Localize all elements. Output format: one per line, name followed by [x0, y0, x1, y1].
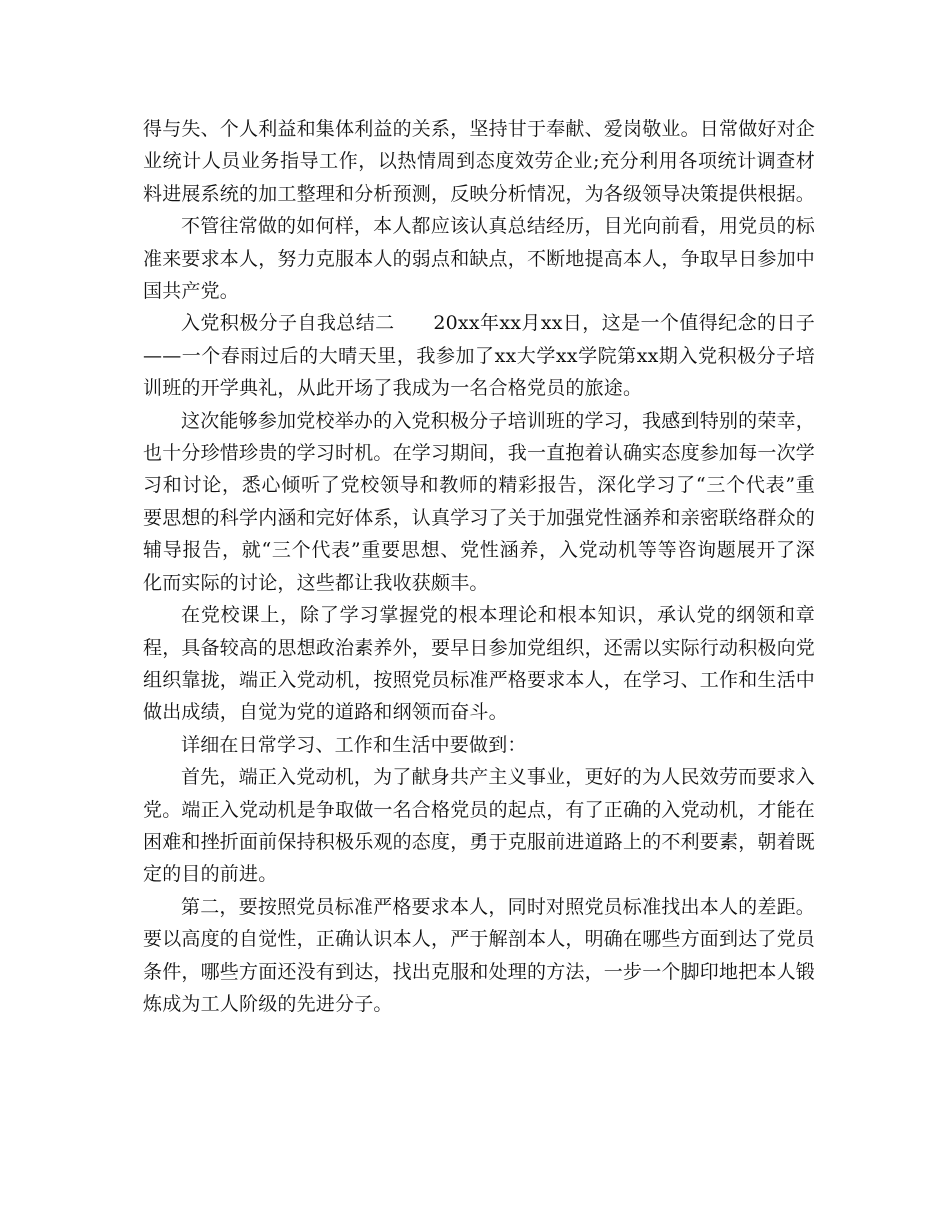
paragraph: 不管往常做的如何样，本人都应该认真总结经历，目光向前看，用党员的标准来要求本人，努力克服本人的弱点和缺点，不断地提高本人，争取早日参加中国共产党。 — [143, 215, 816, 303]
document-body — [143, 113, 815, 1020]
paragraph: 详细在日常学习、工作和生活中要做到： — [181, 733, 527, 756]
paragraph: 首先，端正入党动机，为了献身共产主义事业，更好的为人民效劳而要求入党。端正入党动机是争取做一名合格党员的起点，有了正确的入党动机，才能在困难和挫折面前保持积极乐观的态度，勇于克服前进道路上的不利要素，朝着既定的目的前进。 — [143, 766, 816, 886]
paragraph: 这次能够参加党校举办的入党积极分子培训班的学习，我感到特别的荣幸，也十分珍惜珍贵的学习时机。在学习期间，我一直抱着认确实态度参加每一次学习和讨论，悉心倾听了党校领导和教师的精彩报告，深化学习了“三个代表”重要思想的科学内涵和完好体系，认真学习了关于加强党性涵养和亲密联络群众的辅导报告，就“三个代表”重要思想、党性涵养，入党动机等等咨询题展开了深化而实际的讨论，这些都让我收获颇丰。 — [143, 409, 816, 594]
paragraph: 第二，要按照党员标准严格要求本人，同时对照党员标准找出本人的差距。要以高度的自觉性，正确认识本人，严于解剖本人，明确在哪些方面到达了党员条件，哪些方面还没有到达，找出克服和处理的方法，一步一个脚印地把本人锻炼成为工人阶级的先进分子。 — [143, 895, 816, 1015]
paragraph-continuation: 得与失、个人利益和集体利益的关系，坚持甘于奉献、爱岗敬业。日常做好对企业统计人员业务指导工作，以热情周到态度效劳企业;充分利用各项统计调查材料进展系统的加工整理和分析预测，反映分析情况，为各级领导决策提供根据。 — [143, 118, 816, 205]
paragraph: 在党校课上，除了学习掌握党的根本理论和根本知识，承认党的纲领和章程，具备较高的思想政治素养外，要早日参加党组织，还需以实际行动积极向党组织靠拢，端正入党动机，按照党员标准严格要求本人，在学习、工作和生活中做出成绩，自觉为党的道路和纲领而奋斗。 — [143, 604, 816, 724]
paragraph-section-heading: 入党积极分子自我总结二 20xx年xx月xx日，这是一个值得纪念的日子——一个春雨过后的大晴天里，我参加了xx大学xx学院第xx期入党积极分子培训班的开学典礼，从此开场了我成为一名合格党员的旅途。 — [143, 312, 815, 400]
